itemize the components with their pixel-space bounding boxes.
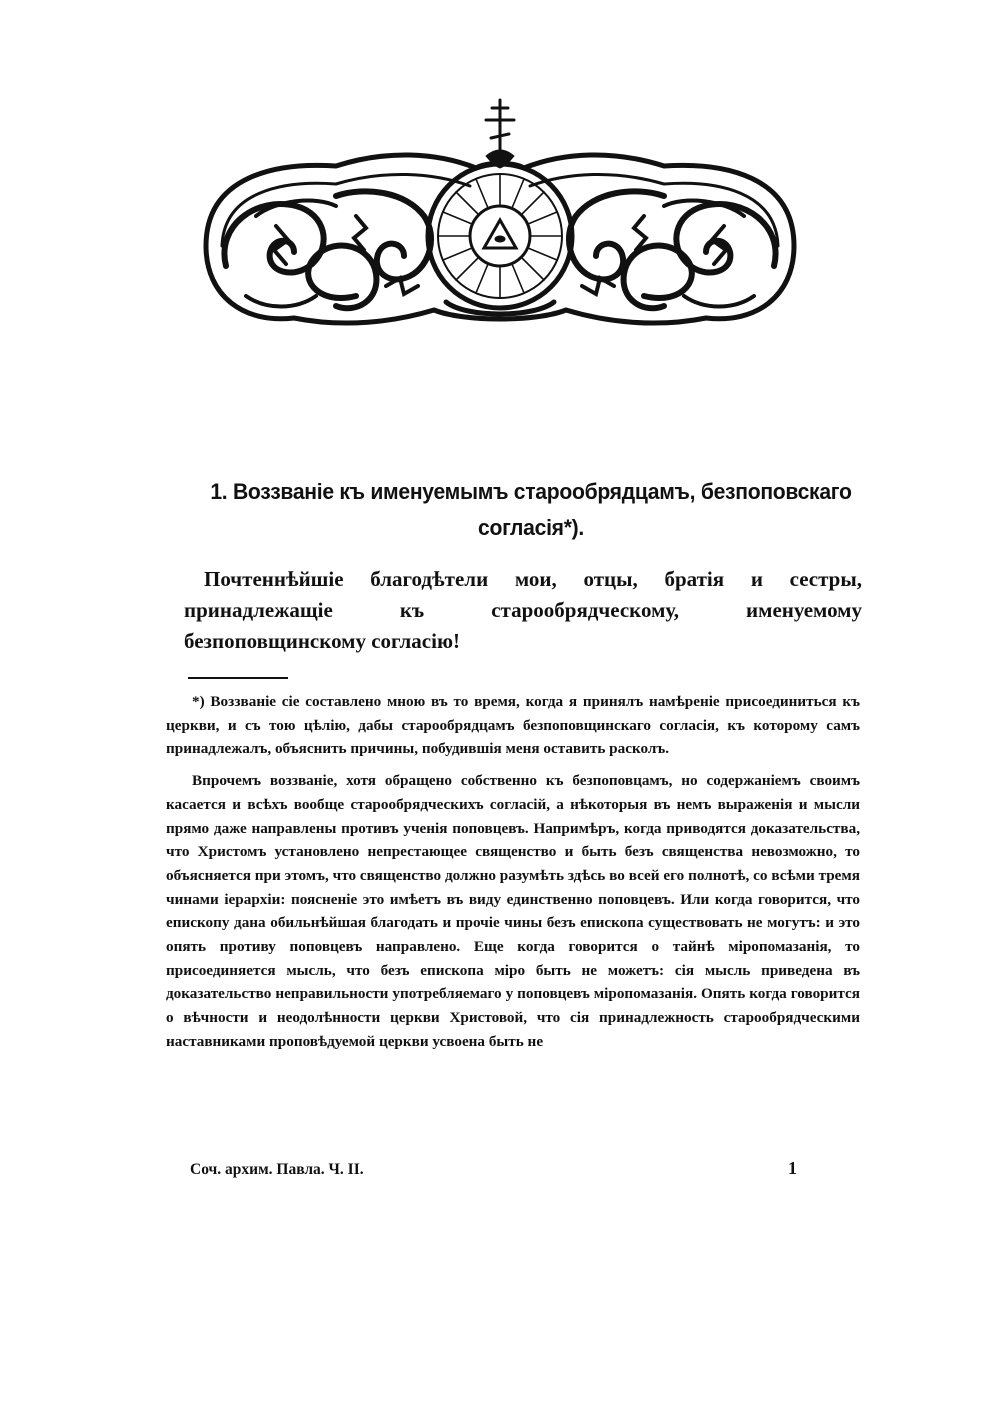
address-paragraph: Почтеннѣйшiе благодѣтели мои, отцы, братiя и сестры, принадлежащiе къ старообрядческому, именуемому безпоповщинскому согласiю!: [184, 567, 862, 653]
section-title: [200, 474, 862, 546]
signature-mark: Соч. архим. Павла. Ч. II.: [190, 1161, 364, 1178]
page-number: 1: [788, 1158, 797, 1178]
footnote-divider: [188, 677, 288, 679]
section-title-line-1: 1. Воззванiе къ именуемымъ старообрядцамъ, безпоповскаго: [210, 479, 852, 504]
footnote-paragraph-1: *) Воззванiе сiе составлено мною въ то время, когда я принялъ намѣренiе присоединиться къ церкви, и съ тою цѣлiю, дабы старообрядцамъ безпоповщинскаго согласiя, къ которому самъ принадлежалъ, объяснить причины, побудившiя меня оставить расколъ.: [166, 693, 860, 758]
ornamental-headpiece: [186, 96, 814, 328]
footnote-paragraph-2: Впрочемъ воззванiе, хотя обращено собственно къ безпоповцамъ, но содержанiемъ своимъ касается и всѣхъ вообще старообрядческихъ согласiй, а нѣкоторыя въ немъ выраженiя и мысли прямо даже направлены противъ ученiя поповцевъ. Напримѣръ, когда приводятся доказательства, что Христомъ установлено непрестающее священство и быть безъ священства невозможно, то объясняется при этомъ, что священство должно разумѣть здѣсь во всей его полнотѣ, со всѣми тремя чинами iерархiи: поясненiе это имѣетъ въ виду единственно поповцевъ. Или когда говорится, что епископу дана обильнѣйшая благодать и прочiе чины безъ епископа существовать не могутъ: и это опять противу поповцевъ направлено. Еще когда говорится о тайнѣ мiропомазанiя, то присоединяется мысль, что безъ епископа мiро быть не можетъ: сiя мысль приведена въ доказательство неправильности употребляемаго у поповцевъ мiропомазанiя. Опять когда говорится о вѣчности и неодолѣнности церкви Христовой, что сiя принадлежность старообрядческими наставниками проповѣдуемой церкви усвоена быть не: [166, 772, 860, 1050]
triangle-eye-icon: [484, 220, 516, 248]
cross-icon: [486, 100, 514, 154]
section-title-line-2: согласiя*).: [478, 515, 584, 540]
footnote-block: [166, 690, 860, 1062]
